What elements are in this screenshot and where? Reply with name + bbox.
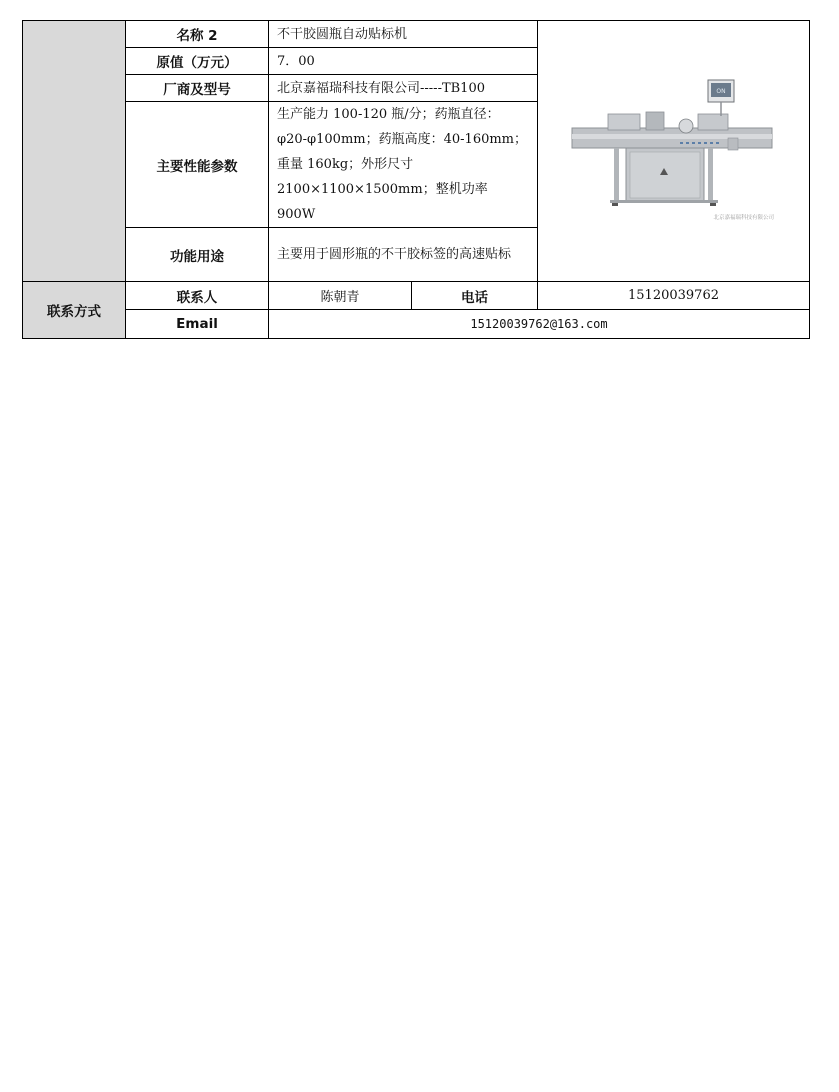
screen-text: ON	[715, 88, 726, 95]
labeling-machine-photo	[568, 76, 780, 226]
manufacturer-value: 北京嘉福瑞科技有限公司-----TB100	[269, 75, 538, 102]
equipment-spec-table	[22, 20, 810, 339]
name-label: 名称 2	[126, 21, 269, 48]
manufacturer-label: 厂商及型号	[126, 75, 269, 102]
image-caption: 北京嘉福瑞科技有限公司	[713, 215, 774, 221]
original-value-value: 7．00	[269, 48, 538, 75]
left-blank-header-cell	[23, 21, 126, 282]
usage-value: 主要用于圆形瓶的不干胶标签的高速贴标	[269, 228, 538, 282]
email-value: 15120039762@163.com	[269, 310, 810, 339]
name-value: 不干胶圆瓶自动贴标机	[269, 21, 538, 48]
phone-value: 15120039762	[538, 282, 810, 310]
row-contact-person	[23, 282, 810, 310]
performance-label: 主要性能参数	[126, 102, 269, 228]
email-label: Email	[126, 310, 269, 339]
contact-section-label: 联系方式	[23, 282, 126, 339]
contact-person-label: 联系人	[126, 282, 269, 310]
phone-label: 电话	[412, 282, 538, 310]
original-value-label: 原值（万元）	[126, 48, 269, 75]
machine-image-cell	[538, 21, 810, 282]
contact-person-value: 陈朝青	[269, 282, 412, 310]
row-email	[23, 310, 810, 339]
usage-label: 功能用途	[126, 228, 269, 282]
performance-value: 生产能力 100-120 瓶/分；药瓶直径：φ20-φ100mm；药瓶高度：40-160mm；重量 160kg；外形尺寸 2100×1100×1500mm；整机功率 900W	[269, 102, 538, 228]
row-name	[23, 21, 810, 48]
